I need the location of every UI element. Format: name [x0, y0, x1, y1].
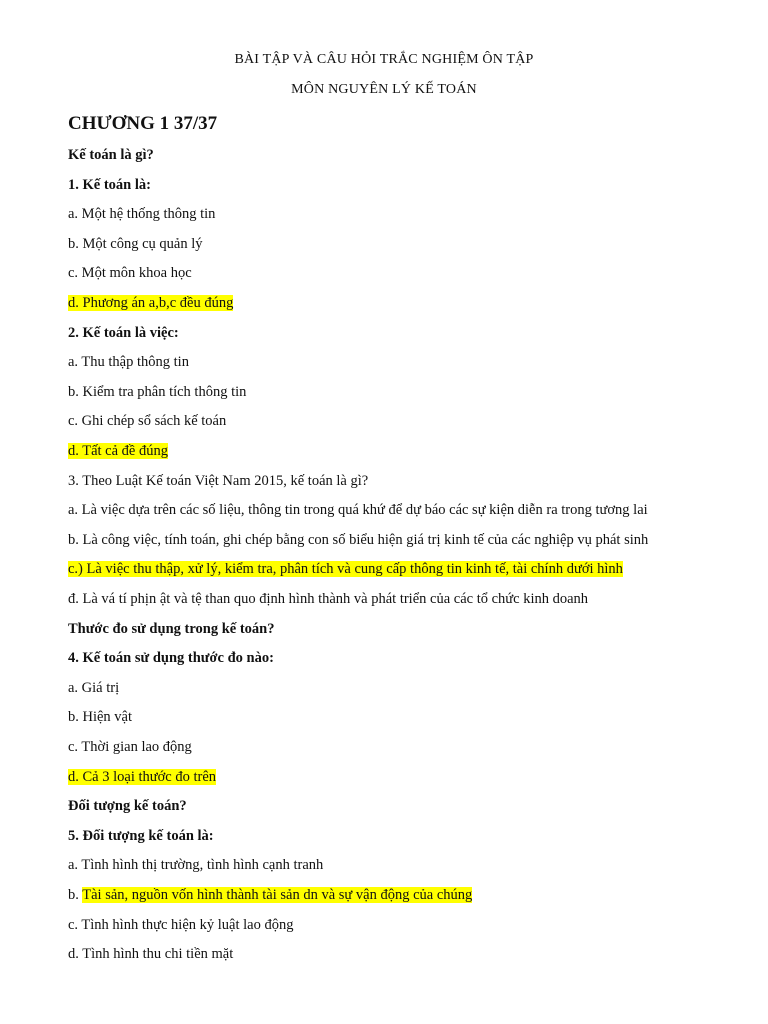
line-text: b. Kiểm tra phân tích thông tin: [68, 383, 247, 400]
line-text: đ. Là vá tí phịn ật và tệ than quo định hình thành và phát triển của các tổ chức kinh doanh: [68, 591, 589, 607]
answer-option: [68, 473, 368, 490]
line-text: a. Giá trị: [68, 679, 120, 696]
answer-option: [68, 443, 168, 460]
line-text: a. Thu thập thông tin: [68, 354, 189, 371]
answer-option: [68, 739, 192, 756]
highlighted-answer: d. Cả 3 loại thước đo trên: [68, 768, 217, 785]
question-text: [68, 650, 274, 667]
highlighted-answer: d. Phương án a,b,c đều đúng: [68, 295, 234, 311]
answer-option: [68, 354, 189, 371]
answer-option: [68, 295, 233, 312]
line-text: 5. Đối tượng kế toán là:: [68, 827, 214, 844]
highlighted-answer: d. Tất cả đề đúng: [68, 443, 168, 459]
line-text: a. Một hệ thống thông tin: [68, 206, 216, 223]
highlighted-answer: c.) Là việc thu thập, xử lý, kiểm tra, phân tích và cung cấp thông tin kinh tế, tài chính dưới hình: [68, 561, 623, 578]
question-text: [68, 177, 151, 194]
line-text: a. Tình hình thị trường, tình hình cạnh tranh: [68, 857, 324, 874]
answer-option: [68, 887, 472, 904]
line-text: a. Là việc dựa trên các số liệu, thông tin trong quá khứ để dự báo các sự kiện diễn ra trong tương lai: [68, 502, 648, 519]
line-text: c. Ghi chép sổ sách kế toán: [68, 413, 227, 430]
line-text: c. Một môn khoa học: [68, 265, 192, 282]
answer-option: [68, 236, 203, 253]
line-text: c. Thời gian lao động: [68, 739, 192, 755]
document-title: BÀI TẬP VÀ CÂU HỎI TRẮC NGHIỆM ÔN TẬP: [234, 52, 534, 67]
answer-option: [68, 857, 323, 874]
line-text: Kế toán là gì?: [68, 147, 154, 163]
document-subtitle: MÔN NGUYÊN LÝ KẾ TOÁN: [291, 82, 477, 97]
answer-option: [68, 265, 192, 282]
highlighted-answer: Tài sản, nguồn vốn hình thành tài sản dn và sự vận động của chúng: [82, 887, 473, 903]
line-text: Thước đo sử dụng trong kế toán?: [68, 620, 275, 637]
question-text: [68, 828, 214, 845]
answer-option: [68, 709, 132, 726]
option-prefix: b.: [68, 887, 83, 903]
line-text: Đối tượng kế toán?: [68, 798, 187, 815]
line-text: 1. Kế toán là:: [68, 176, 151, 193]
question-text: [68, 325, 179, 342]
answer-option: [68, 532, 648, 549]
answer-option: [68, 384, 246, 401]
answer-option: [68, 413, 226, 430]
answer-option: [68, 206, 215, 223]
answer-option: [68, 917, 293, 934]
line-text: b. Hiện vật: [68, 709, 133, 726]
line-text: d. Tình hình thu chi tiền mặt: [68, 946, 234, 963]
section-heading: [68, 798, 187, 815]
line-text: b. Một công cụ quản lý: [68, 235, 203, 252]
answer-option: [68, 680, 119, 697]
line-text: 4. Kế toán sử dụng thước đo nào:: [68, 650, 274, 667]
answer-option: [68, 591, 588, 608]
answer-option: [68, 946, 233, 963]
section-heading: [68, 621, 274, 638]
line-text: c. Tình hình thực hiện kỷ luật lao động: [68, 916, 294, 933]
line-text: 3. Theo Luật Kế toán Việt Nam 2015, kế toán là gì?: [68, 472, 369, 489]
answer-option: [68, 769, 216, 786]
section-heading: [68, 147, 154, 164]
line-text: b. Là công việc, tính toán, ghi chép bằng con số biểu hiện giá trị kinh tế của các nghiệp vụ phát sinh: [68, 531, 649, 548]
answer-option: [68, 561, 623, 578]
chapter-heading: CHƯƠNG 1 37/37: [68, 113, 218, 134]
answer-option: [68, 502, 648, 519]
line-text: 2. Kế toán là việc:: [68, 324, 179, 341]
